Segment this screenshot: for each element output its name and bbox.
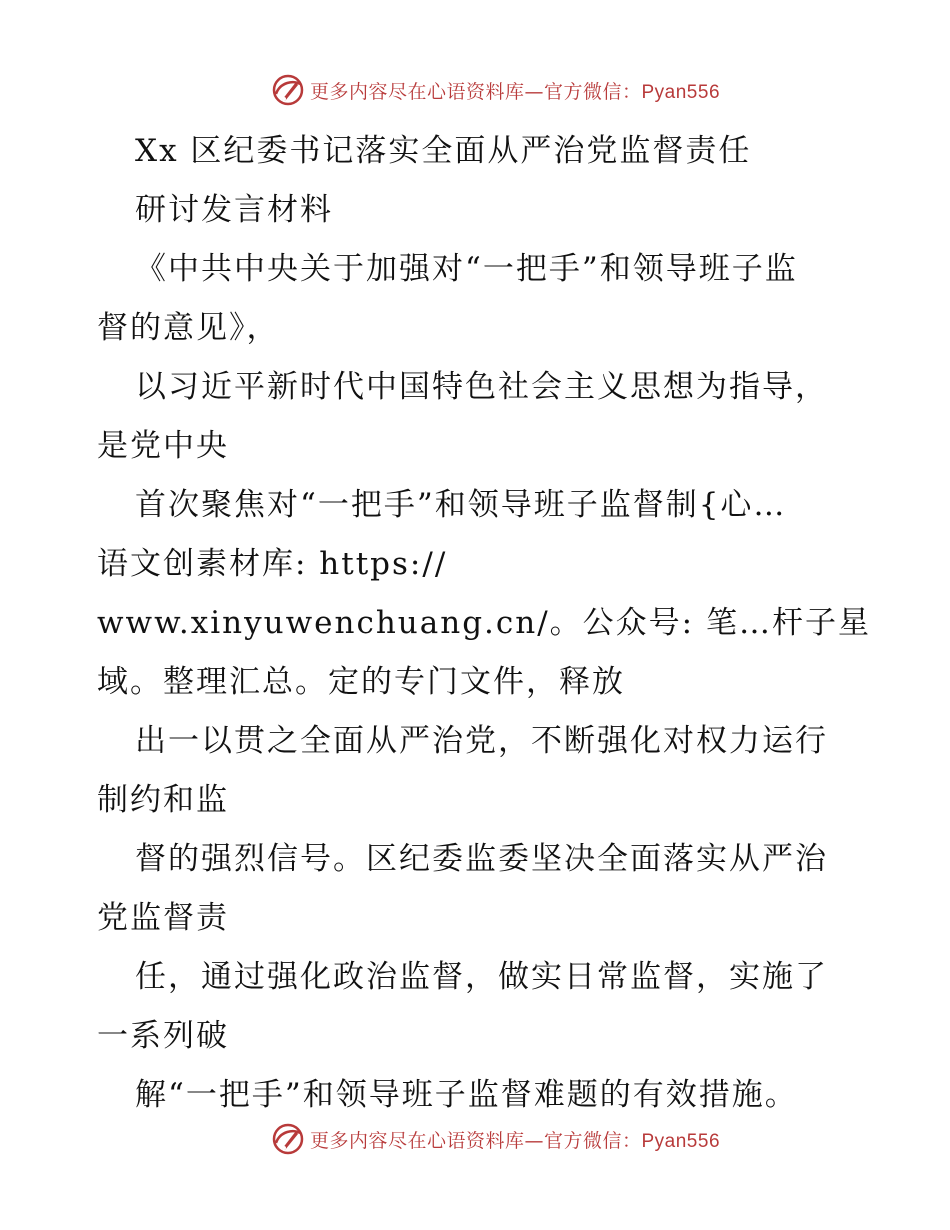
- watermark-text: 更多内容尽在心语资料库—官方微信：Pyan556: [309, 80, 721, 103]
- paragraph-line: www.xinyuwenchuang.cn/。公众号: 笔…杆子星: [97, 605, 871, 641]
- paragraph-line: 党监督责: [97, 900, 229, 936]
- paragraph-line: 首次聚焦对“一把手”和领导班子监督制{心…: [135, 487, 787, 523]
- doc-title-line: Xx 区纪委书记落实全面从严治党监督责任: [135, 133, 752, 169]
- watermark-text: 更多内容尽在心语资料库—官方微信：Pyan556: [309, 1129, 721, 1152]
- pen-logo-icon: [270, 72, 306, 108]
- footer-watermark-banner: [0, 1119, 950, 1159]
- paragraph-line: 制约和监: [97, 782, 229, 818]
- paragraph-line: 以习近平新时代中国特色社会主义思想为指导，: [135, 369, 828, 405]
- paragraph-line: 语文创素材库: https://: [97, 546, 448, 582]
- paragraph-line: 一系列破: [97, 1018, 229, 1054]
- pen-logo-icon: [270, 1121, 306, 1157]
- paragraph-line: 域。整理汇总。定的专门文件，释放: [97, 664, 625, 700]
- paragraph-line: 督的强烈信号。区纪委监委坚决全面落实从严治: [135, 841, 828, 877]
- paragraph-line: 督的意见》，: [97, 310, 280, 346]
- document-body: [97, 122, 871, 1125]
- paragraph-line: 出一以贯之全面从严治党，不断强化对权力运行: [135, 723, 828, 759]
- paragraph-line: 是党中央: [97, 428, 229, 464]
- paragraph-line: 解“一把手”和领导班子监督难题的有效措施。: [135, 1077, 798, 1113]
- header-watermark-banner: [0, 70, 950, 110]
- doc-subtitle-line: 研讨发言材料: [135, 192, 333, 228]
- paragraph-line: 《中共中央关于加强对“一把手”和领导班子监: [135, 251, 798, 287]
- paragraph-line: 任，通过强化政治监督，做实日常监督，实施了: [135, 959, 828, 995]
